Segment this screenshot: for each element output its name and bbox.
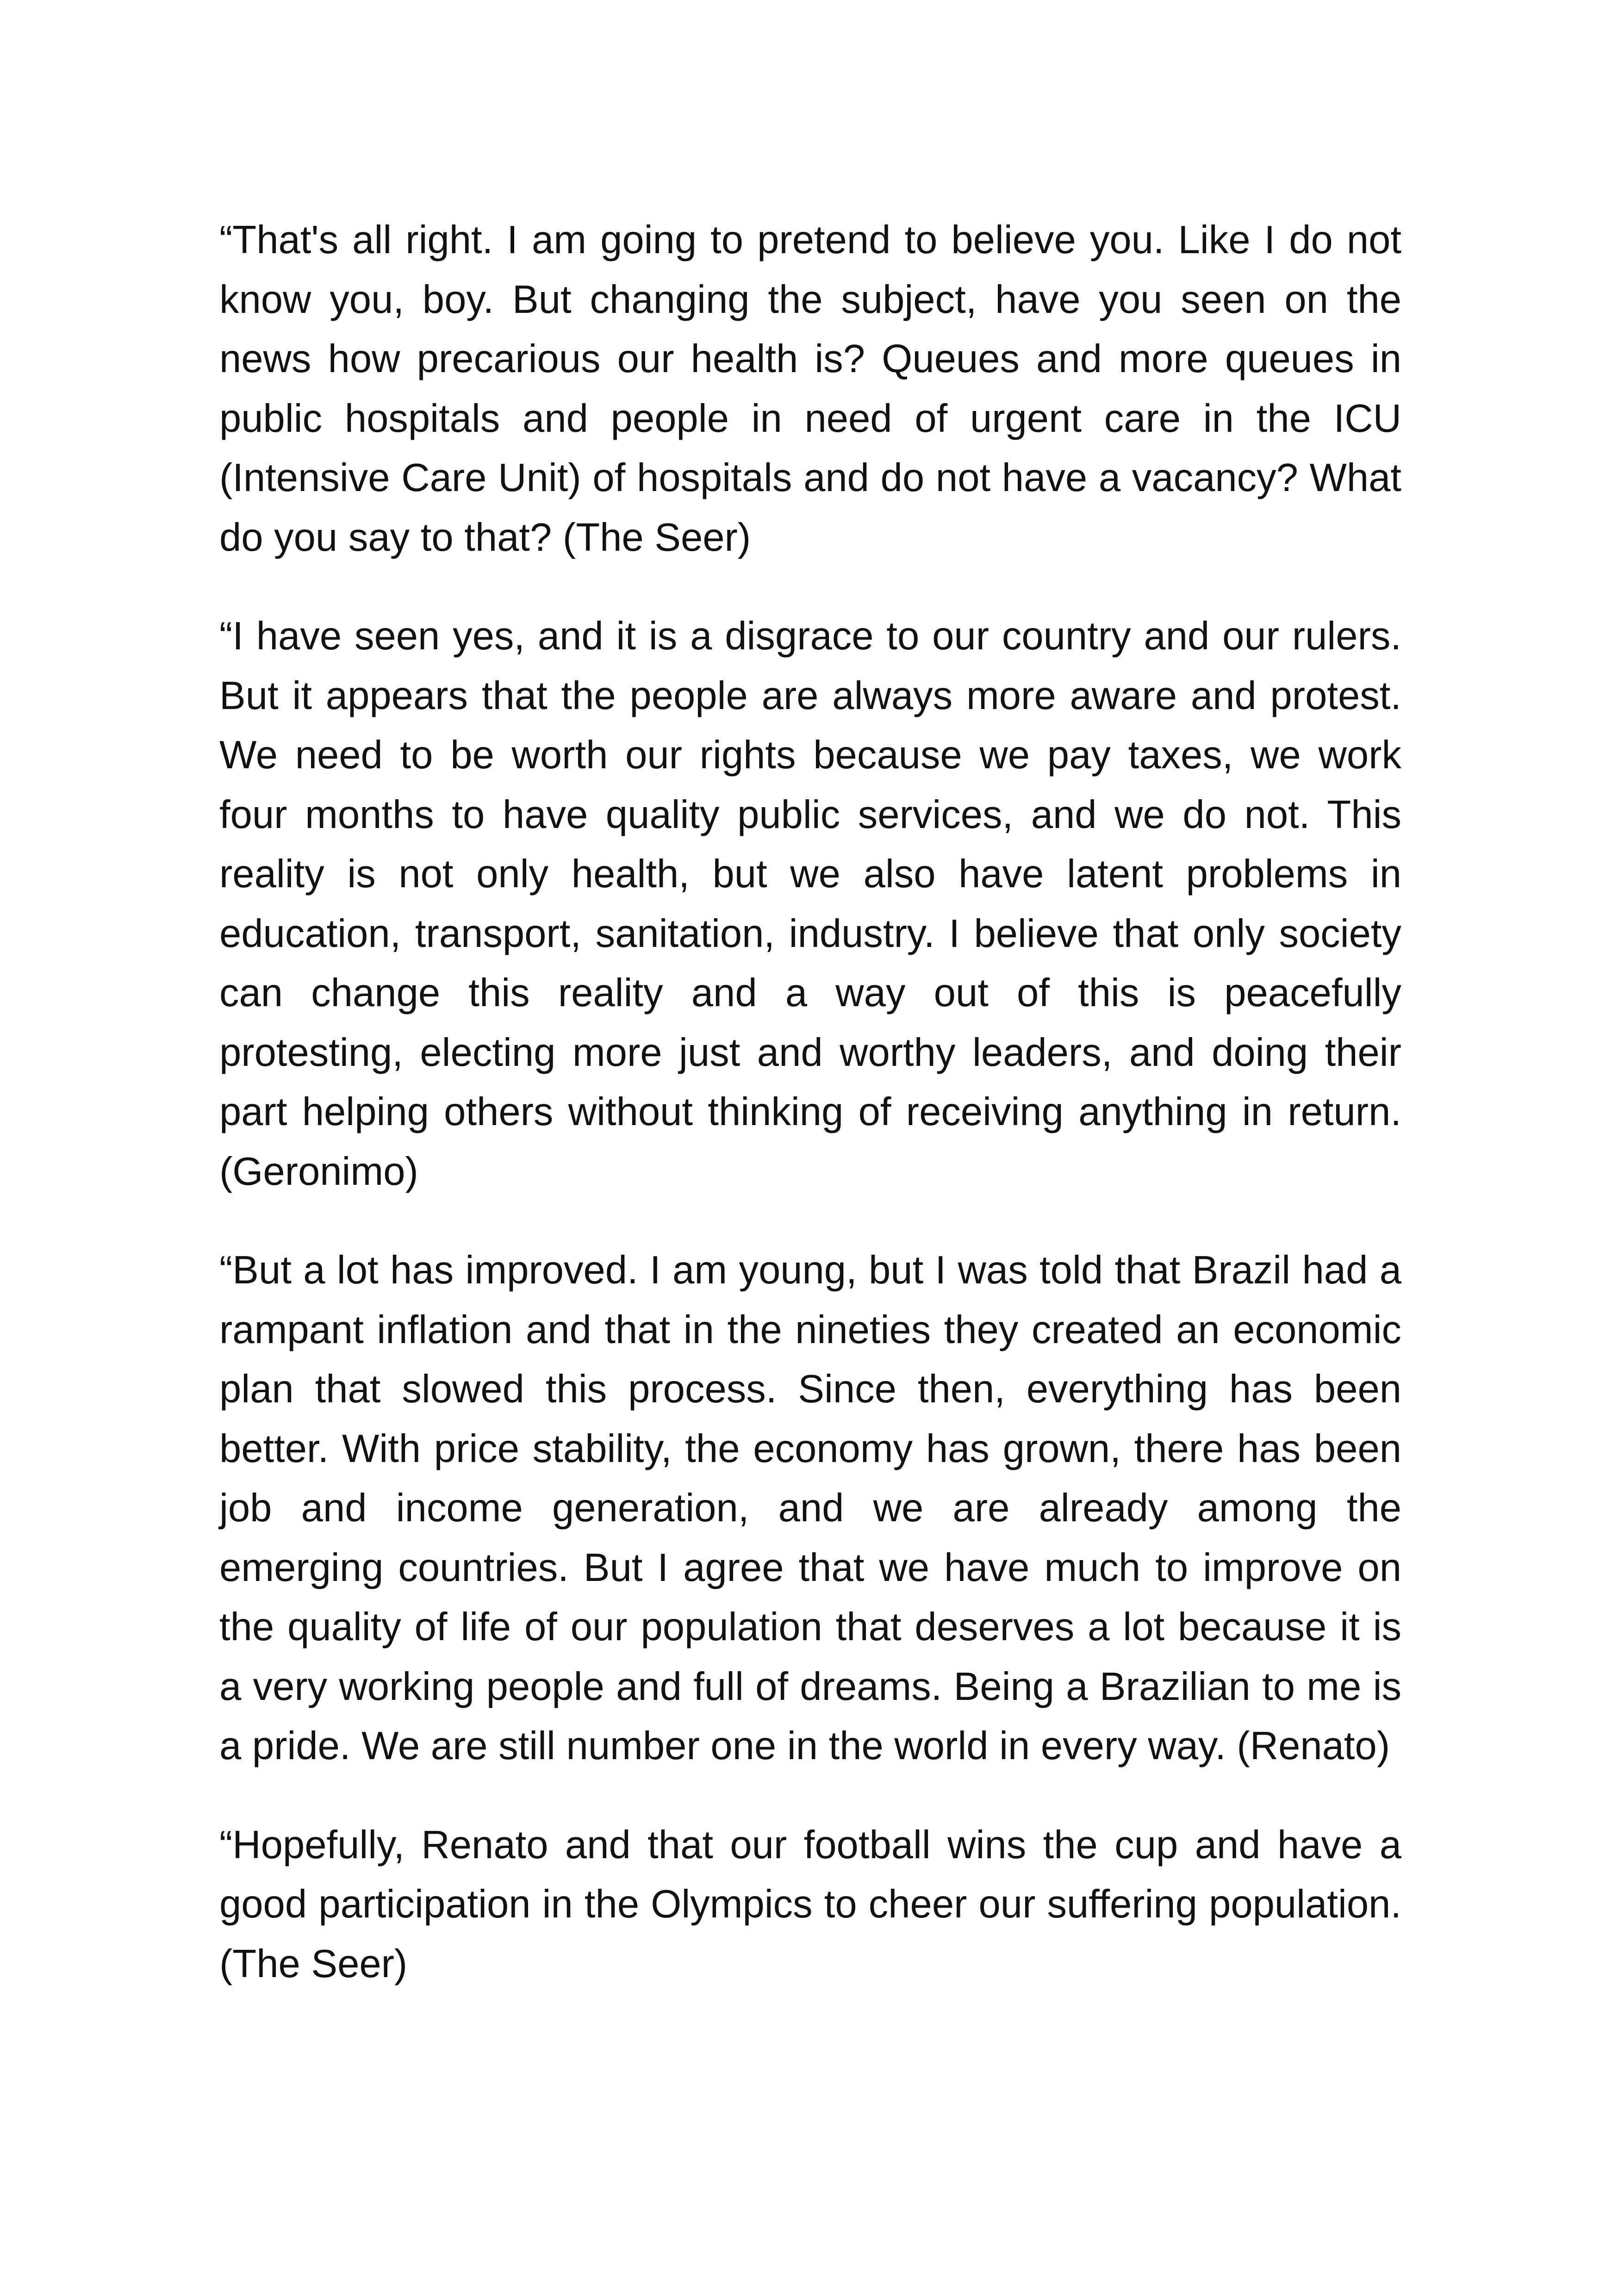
paragraph-renato-economy: “But a lot has improved. I am young, but I was told that Brazil had a rampant inflation and that in the nineties they created an economic plan that slowed this process. Since then, everything has been better. With price stability, the economy has grown, there has been job and income generation, and we are already among the emerging countries. But I agree that we have much to improve on the quality of life of our population that deserves a lot because it is a very working people and full of dreams. Being a Brazilian to me is a pride. We are still number one in the world in every way. (Renato) bbox=[219, 1248, 1401, 1768]
paragraph-seer-health: “That's all right. I am going to pretend to believe you. Like I do not know you, boy. But changing the subject, have you seen on the news how precarious our health is? Queues and more queues in public hospitals and people in need of urgent care in the ICU (Intensive Care Unit) of hospitals and do not have a vacancy? What do you say to that? (The Seer) bbox=[219, 218, 1401, 560]
paragraph-seer-football: “Hopefully, Renato and that our football wins the cup and have a good participation in the Olympics to cheer our suffering population. (The Seer) bbox=[219, 1823, 1401, 1986]
body-text bbox=[219, 211, 1401, 1994]
paragraph-geronimo-rights: “I have seen yes, and it is a disgrace to our country and our rulers. But it appears that the people are always more aware and protest. We need to be worth our rights because we pay taxes, we work four months to have quality public services, and we do not. This reality is not only health, but we also have latent problems in education, transport, sanitation, industry. I believe that only society can change this reality and a way out of this is peacefully protesting, electing more just and worthy leaders, and doing their part helping others without thinking of receiving anything in return. (Geronimo) bbox=[219, 614, 1401, 1194]
